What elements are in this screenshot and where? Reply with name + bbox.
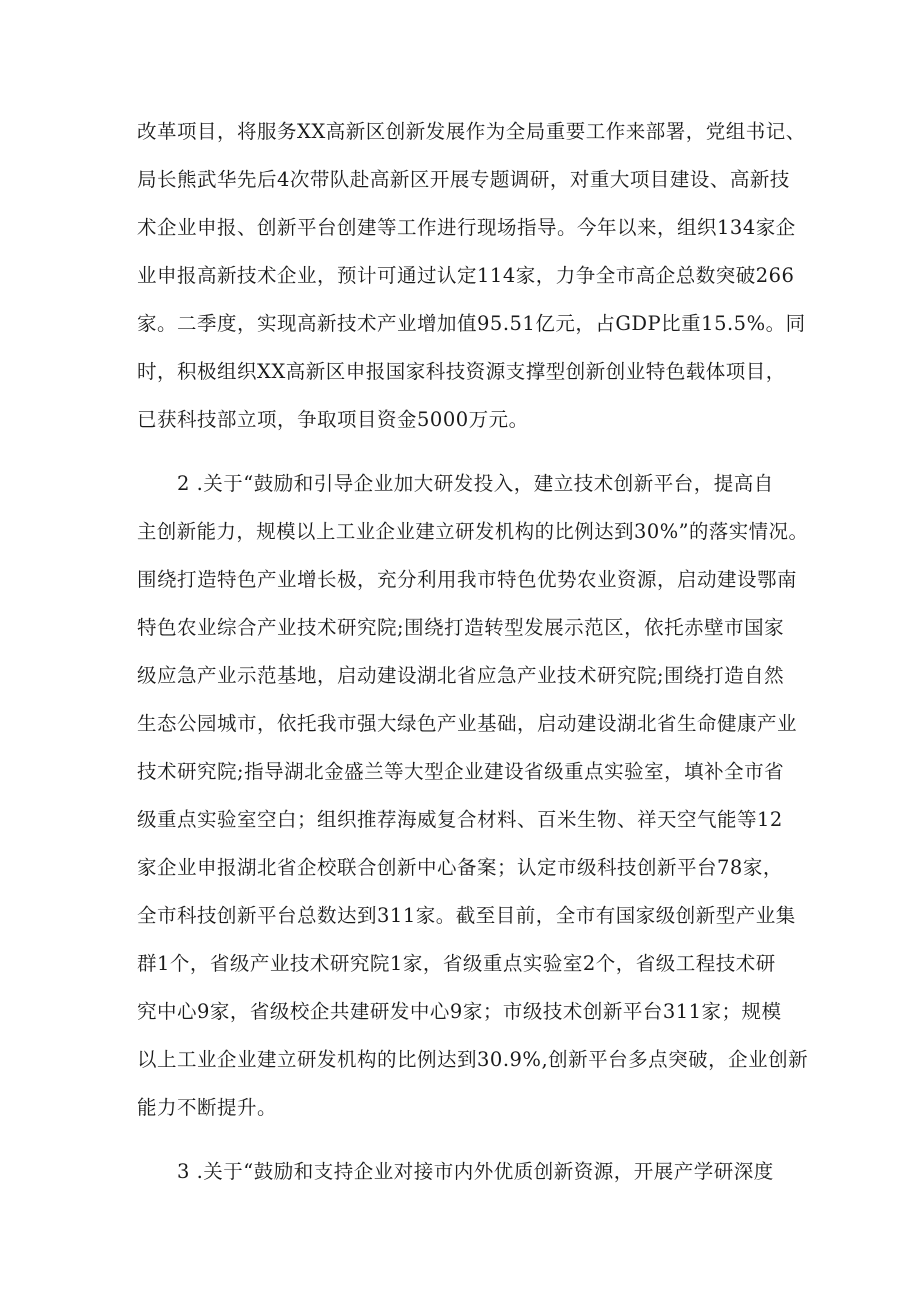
paragraph-2-line-6: 生态公园城市，依托我市强大绿色产业基础，启动建设湖北省生命健康产业 [137,712,798,735]
paragraph-2-line-14: 能力不断提升。 [137,1096,278,1119]
paragraph-1-line-3: 术企业申报、创新平台创建等工作进行现场指导。今年以来，组织134家企 [137,216,796,239]
paragraph-1-line-7: 已获科技部立项，争取项目资金5000万元。 [137,408,529,431]
paragraph-1-line-6: 时，积极组织XX高新区申报国家科技资源支撑型创新创业特色载体项目， [137,360,786,383]
paragraph-2-line-10: 全市科技创新平台总数达到311家。截至目前，全市有国家级创新型产业集 [137,904,796,927]
paragraph-1-line-4: 业申报高新技术企业，预计可通过认定114家，力争全市高企总数突破266 [137,264,795,287]
paragraph-1-line-5: 家。二季度，实现高新技术产业增加值95.51亿元，占GDP比重15.5%。同 [137,312,806,335]
paragraph-2-line-11: 群1个，省级产业技术研究院1家，省级重点实验室2个，省级工程技术研 [137,952,776,975]
paragraph-2-line-13: 以上工业企业建立研发机构的比例达到30.9%,创新平台多点突破，企业创新 [137,1048,809,1071]
paragraph-2-line-7: 技术研究院;指导湖北金盛兰等大型企业建设省级重点实验室，填补全市省 [137,760,785,783]
paragraph-2-line-8: 级重点实验室空白；组织推荐海威复合材料、百米生物、祥天空气能等12 [137,808,783,831]
paragraph-1-line-2: 局长熊武华先后4次带队赴高新区开展专题调研，对重大项目建设、高新技 [137,168,790,191]
paragraph-2-line-4: 特色农业综合产业技术研究院;围绕打造转型发展示范区，依托赤壁市国家 [137,616,785,639]
paragraph-2-line-1: 2 .关于“鼓励和引导企业加大研发投入，建立技术创新平台，提高自 [177,472,774,495]
paragraph-1-line-1: 改革项目，将服务XX高新区创新发展作为全局重要工作来部署，党组书记、 [137,120,806,143]
paragraph-2-line-5: 级应急产业示范基地，启动建设湖北省应急产业技术研究院;围绕打造自然 [137,664,785,687]
paragraph-3-line-1: 3 .关于“鼓励和支持企业对接市内外优质创新资源，开展产学研深度 [177,1160,774,1183]
paragraph-2-line-2: 主创新能力，规模以上工业企业建立研发机构的比例达到30%”的落实情况。 [137,520,809,543]
paragraph-2-line-3: 围绕打造特色产业增长极，充分利用我市特色优势农业资源，启动建设鄂南 [137,568,798,591]
paragraph-2-line-12: 究中心9家，省级校企共建研发中心9家；市级技术创新平台311家；规模 [137,1000,782,1023]
paragraph-2-line-9: 家企业申报湖北省企校联合创新中心备案；认定市级科技创新平台78家， [137,856,783,879]
